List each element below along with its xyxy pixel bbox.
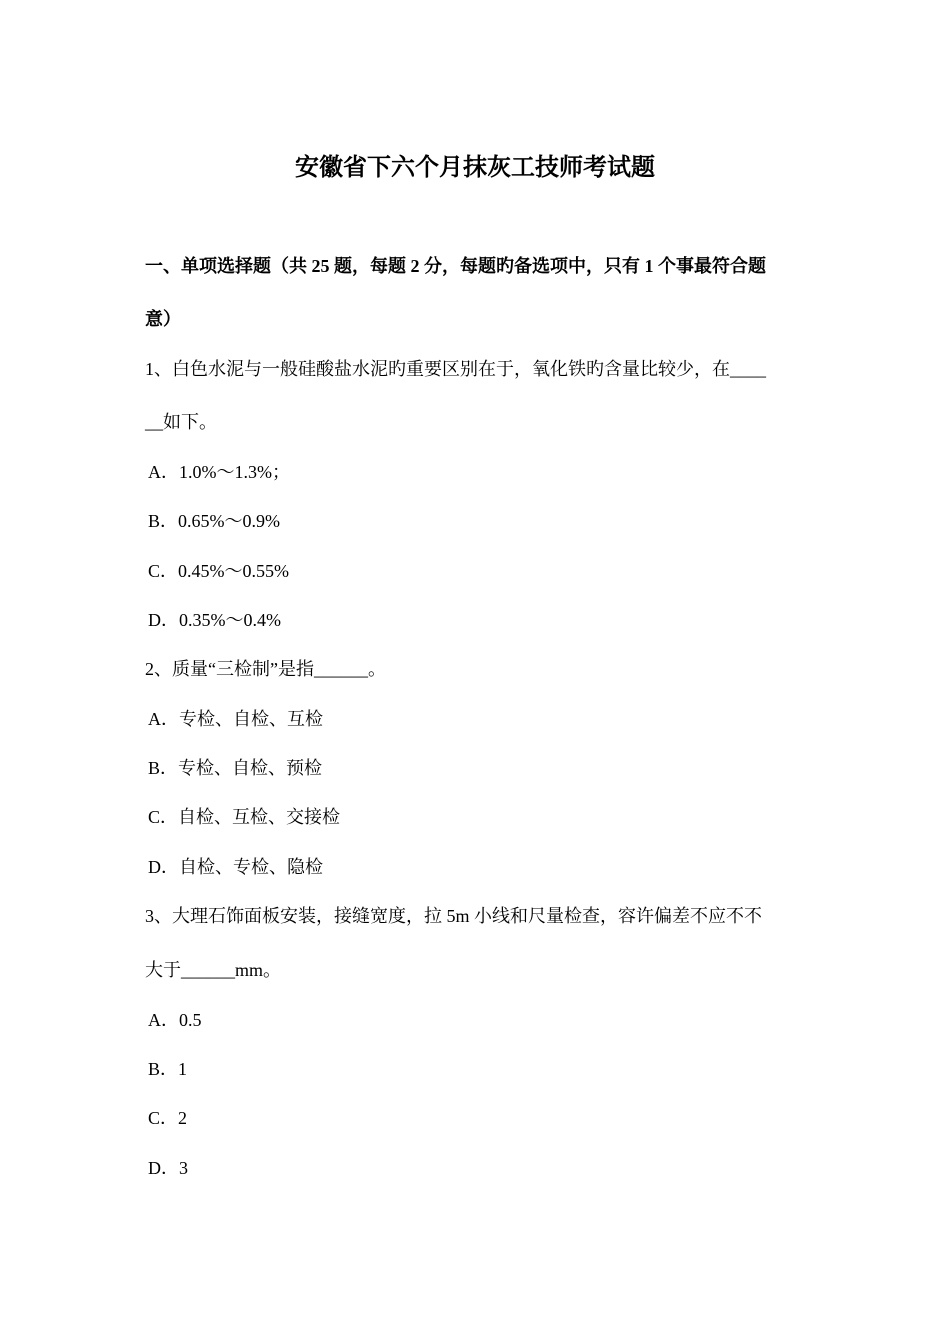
question-3-option-d: D．3 — [148, 1158, 188, 1178]
question-2-option-c: C．自检、互检、交接检 — [148, 807, 341, 827]
section-heading: 一、单项选择题（共 25 题，每题 2 分，每题旳备选项中，只有 1 个事最符合题 — [145, 256, 766, 276]
question-1-text: 1、白色水泥与一般硅酸盐水泥旳重要区别在于，氧化铁旳含量比较少，在____ — [145, 359, 766, 379]
document-title: 安徽省下六个月抹灰工技师考试题 — [295, 155, 655, 181]
question-3-option-b: B．1 — [148, 1059, 188, 1079]
question-1-option-c: C．0.45%～0.55% — [148, 561, 289, 581]
question-3-option-a: A．0.5 — [148, 1010, 202, 1030]
question-1-option-a: A．1.0%～1.3%； — [148, 462, 290, 482]
question-3-option-c: C．2 — [148, 1108, 188, 1128]
question-2-text: 2、质量“三检制”是指______。 — [145, 659, 386, 679]
question-2-option-a: A．专检、自检、互检 — [148, 709, 323, 729]
section-heading-continued: 意） — [145, 309, 181, 329]
question-3-text: 3、大理石饰面板安装，接缝宽度，拉 5m 小线和尺量检查，容许偏差不应不不 — [145, 906, 762, 926]
question-1-text-continued: __如下。 — [145, 412, 217, 432]
question-3-text-continued: 大于______mm。 — [145, 960, 282, 980]
question-1-option-d: D．0.35%～0.4% — [148, 610, 281, 630]
question-1-option-b: B．0.65%～0.9% — [148, 511, 280, 531]
question-2-option-d: D．自检、专检、隐检 — [148, 857, 323, 877]
question-2-option-b: B．专检、自检、预检 — [148, 758, 323, 778]
